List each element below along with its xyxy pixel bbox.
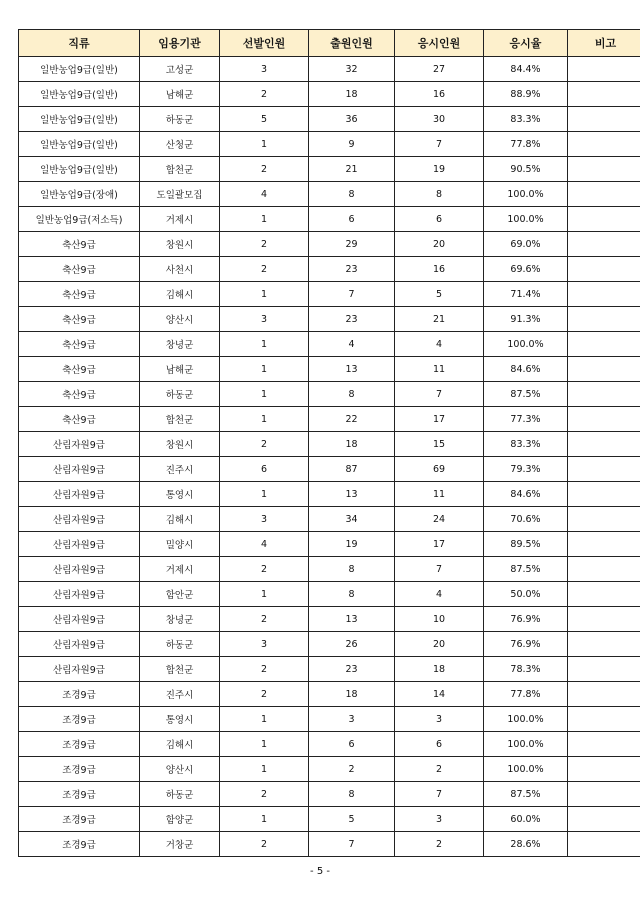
cell-remarks (568, 607, 640, 632)
cell-examined: 6 (395, 732, 484, 757)
cell-job-series: 축산9급 (19, 232, 140, 257)
cell-remarks (568, 207, 640, 232)
table-row (19, 132, 640, 157)
cell-remarks (568, 257, 640, 282)
cell-remarks (568, 707, 640, 732)
cell-applied: 8 (309, 557, 395, 582)
table-row (19, 757, 640, 782)
cell-remarks (568, 657, 640, 682)
cell-rate: 83.3% (484, 107, 568, 132)
column-header-applied: 출원인원 (309, 30, 395, 57)
cell-applied: 23 (309, 657, 395, 682)
table-row (19, 807, 640, 832)
cell-agency: 하동군 (140, 382, 220, 407)
cell-job-series: 축산9급 (19, 407, 140, 432)
cell-applied: 9 (309, 132, 395, 157)
cell-job-series: 산림자원9급 (19, 582, 140, 607)
cell-applied: 13 (309, 607, 395, 632)
cell-applied: 7 (309, 832, 395, 857)
cell-applied: 7 (309, 282, 395, 307)
cell-rate: 100.0% (484, 757, 568, 782)
table-body (19, 57, 640, 857)
cell-job-series: 산림자원9급 (19, 532, 140, 557)
cell-job-series: 산림자원9급 (19, 457, 140, 482)
cell-rate: 77.8% (484, 682, 568, 707)
cell-examined: 69 (395, 457, 484, 482)
table-row (19, 832, 640, 857)
cell-agency: 합천군 (140, 407, 220, 432)
cell-remarks (568, 332, 640, 357)
cell-rate: 76.9% (484, 607, 568, 632)
cell-examined: 8 (395, 182, 484, 207)
cell-agency: 통영시 (140, 707, 220, 732)
cell-applied: 29 (309, 232, 395, 257)
cell-job-series: 일반농업9급(일반) (19, 57, 140, 82)
cell-selected: 1 (220, 757, 309, 782)
cell-rate: 91.3% (484, 307, 568, 332)
table-row (19, 657, 640, 682)
table-row (19, 707, 640, 732)
cell-examined: 20 (395, 632, 484, 657)
table-row (19, 457, 640, 482)
cell-rate: 60.0% (484, 807, 568, 832)
recruitment-table (18, 29, 640, 857)
cell-examined: 2 (395, 832, 484, 857)
cell-applied: 19 (309, 532, 395, 557)
cell-applied: 22 (309, 407, 395, 432)
cell-job-series: 일반농업9급(일반) (19, 157, 140, 182)
table-row (19, 307, 640, 332)
cell-remarks (568, 457, 640, 482)
cell-examined: 11 (395, 357, 484, 382)
column-header-agency: 임용기관 (140, 30, 220, 57)
cell-job-series: 조경9급 (19, 757, 140, 782)
table-row (19, 82, 640, 107)
cell-agency: 함안군 (140, 582, 220, 607)
cell-applied: 8 (309, 382, 395, 407)
cell-applied: 26 (309, 632, 395, 657)
cell-job-series: 일반농업9급(일반) (19, 132, 140, 157)
cell-rate: 87.5% (484, 782, 568, 807)
cell-rate: 84.6% (484, 357, 568, 382)
cell-agency: 거제시 (140, 207, 220, 232)
cell-selected: 2 (220, 232, 309, 257)
cell-agency: 남해군 (140, 357, 220, 382)
cell-rate: 78.3% (484, 657, 568, 682)
cell-selected: 4 (220, 182, 309, 207)
cell-examined: 5 (395, 282, 484, 307)
cell-agency: 김해시 (140, 282, 220, 307)
cell-selected: 3 (220, 507, 309, 532)
cell-examined: 16 (395, 257, 484, 282)
cell-applied: 18 (309, 82, 395, 107)
cell-rate: 50.0% (484, 582, 568, 607)
cell-applied: 8 (309, 582, 395, 607)
cell-agency: 김해시 (140, 507, 220, 532)
table-header-row (19, 30, 640, 57)
cell-selected: 6 (220, 457, 309, 482)
cell-selected: 1 (220, 707, 309, 732)
cell-job-series: 조경9급 (19, 807, 140, 832)
cell-rate: 77.3% (484, 407, 568, 432)
table-row (19, 432, 640, 457)
cell-selected: 3 (220, 307, 309, 332)
cell-remarks (568, 432, 640, 457)
cell-selected: 1 (220, 357, 309, 382)
cell-selected: 2 (220, 557, 309, 582)
cell-agency: 밀양시 (140, 532, 220, 557)
cell-rate: 79.3% (484, 457, 568, 482)
table-row (19, 507, 640, 532)
cell-selected: 3 (220, 57, 309, 82)
cell-examined: 17 (395, 532, 484, 557)
cell-agency: 양산시 (140, 757, 220, 782)
cell-examined: 3 (395, 807, 484, 832)
cell-job-series: 축산9급 (19, 382, 140, 407)
table-row (19, 532, 640, 557)
cell-agency: 창녕군 (140, 332, 220, 357)
table-row (19, 332, 640, 357)
cell-rate: 100.0% (484, 732, 568, 757)
cell-selected: 1 (220, 807, 309, 832)
table-row (19, 207, 640, 232)
cell-agency: 합천군 (140, 657, 220, 682)
cell-examined: 7 (395, 132, 484, 157)
cell-remarks (568, 182, 640, 207)
cell-agency: 하동군 (140, 107, 220, 132)
cell-rate: 100.0% (484, 707, 568, 732)
cell-job-series: 축산9급 (19, 307, 140, 332)
cell-selected: 1 (220, 407, 309, 432)
cell-remarks (568, 232, 640, 257)
cell-applied: 6 (309, 732, 395, 757)
cell-remarks (568, 532, 640, 557)
cell-selected: 2 (220, 432, 309, 457)
cell-selected: 2 (220, 782, 309, 807)
cell-remarks (568, 557, 640, 582)
cell-rate: 100.0% (484, 182, 568, 207)
cell-job-series: 조경9급 (19, 782, 140, 807)
cell-rate: 70.6% (484, 507, 568, 532)
cell-agency: 하동군 (140, 632, 220, 657)
cell-applied: 34 (309, 507, 395, 532)
cell-examined: 24 (395, 507, 484, 532)
cell-examined: 4 (395, 582, 484, 607)
cell-selected: 2 (220, 257, 309, 282)
cell-remarks (568, 82, 640, 107)
cell-applied: 21 (309, 157, 395, 182)
cell-agency: 통영시 (140, 482, 220, 507)
cell-selected: 4 (220, 532, 309, 557)
cell-rate: 77.8% (484, 132, 568, 157)
cell-applied: 18 (309, 432, 395, 457)
cell-job-series: 일반농업9급(저소득) (19, 207, 140, 232)
cell-applied: 36 (309, 107, 395, 132)
cell-job-series: 일반농업9급(장애) (19, 182, 140, 207)
table-row (19, 407, 640, 432)
cell-remarks (568, 782, 640, 807)
cell-job-series: 산림자원9급 (19, 607, 140, 632)
cell-remarks (568, 407, 640, 432)
cell-job-series: 산림자원9급 (19, 482, 140, 507)
cell-rate: 84.6% (484, 482, 568, 507)
cell-selected: 1 (220, 132, 309, 157)
cell-selected: 2 (220, 682, 309, 707)
table-row (19, 182, 640, 207)
cell-remarks (568, 382, 640, 407)
cell-job-series: 축산9급 (19, 357, 140, 382)
cell-remarks (568, 832, 640, 857)
cell-examined: 20 (395, 232, 484, 257)
cell-examined: 6 (395, 207, 484, 232)
table-row (19, 357, 640, 382)
cell-selected: 1 (220, 482, 309, 507)
cell-examined: 14 (395, 682, 484, 707)
cell-agency: 도일괄모집 (140, 182, 220, 207)
cell-examined: 19 (395, 157, 484, 182)
cell-remarks (568, 632, 640, 657)
cell-rate: 28.6% (484, 832, 568, 857)
cell-applied: 4 (309, 332, 395, 357)
cell-examined: 4 (395, 332, 484, 357)
cell-selected: 1 (220, 332, 309, 357)
cell-rate: 76.9% (484, 632, 568, 657)
cell-agency: 창원시 (140, 432, 220, 457)
cell-agency: 고성군 (140, 57, 220, 82)
table-row (19, 482, 640, 507)
cell-rate: 87.5% (484, 382, 568, 407)
cell-rate: 87.5% (484, 557, 568, 582)
cell-examined: 16 (395, 82, 484, 107)
cell-remarks (568, 757, 640, 782)
cell-remarks (568, 57, 640, 82)
cell-applied: 8 (309, 182, 395, 207)
table-row (19, 157, 640, 182)
cell-job-series: 조경9급 (19, 707, 140, 732)
page-number: - 5 - (310, 866, 330, 877)
cell-remarks (568, 482, 640, 507)
cell-applied: 5 (309, 807, 395, 832)
cell-job-series: 산림자원9급 (19, 632, 140, 657)
cell-examined: 10 (395, 607, 484, 632)
cell-rate: 69.6% (484, 257, 568, 282)
cell-agency: 김해시 (140, 732, 220, 757)
cell-remarks (568, 307, 640, 332)
cell-applied: 23 (309, 257, 395, 282)
column-header-job-series: 직류 (19, 30, 140, 57)
cell-job-series: 축산9급 (19, 332, 140, 357)
cell-rate: 90.5% (484, 157, 568, 182)
cell-applied: 2 (309, 757, 395, 782)
cell-selected: 3 (220, 632, 309, 657)
cell-agency: 사천시 (140, 257, 220, 282)
cell-remarks (568, 732, 640, 757)
cell-job-series: 축산9급 (19, 282, 140, 307)
cell-rate: 69.0% (484, 232, 568, 257)
cell-remarks (568, 357, 640, 382)
cell-selected: 1 (220, 207, 309, 232)
cell-selected: 1 (220, 382, 309, 407)
cell-rate: 84.4% (484, 57, 568, 82)
cell-rate: 89.5% (484, 532, 568, 557)
cell-agency: 함양군 (140, 807, 220, 832)
table-row (19, 582, 640, 607)
cell-agency: 하동군 (140, 782, 220, 807)
cell-agency: 산청군 (140, 132, 220, 157)
cell-selected: 2 (220, 607, 309, 632)
cell-agency: 창원시 (140, 232, 220, 257)
cell-examined: 3 (395, 707, 484, 732)
table-row (19, 232, 640, 257)
cell-applied: 32 (309, 57, 395, 82)
cell-agency: 양산시 (140, 307, 220, 332)
cell-remarks (568, 507, 640, 532)
cell-job-series: 산림자원9급 (19, 507, 140, 532)
cell-remarks (568, 157, 640, 182)
cell-applied: 3 (309, 707, 395, 732)
cell-job-series: 일반농업9급(일반) (19, 82, 140, 107)
column-header-remarks: 비고 (568, 30, 640, 57)
cell-job-series: 축산9급 (19, 257, 140, 282)
cell-examined: 27 (395, 57, 484, 82)
cell-examined: 7 (395, 782, 484, 807)
table-row (19, 257, 640, 282)
cell-job-series: 일반농업9급(일반) (19, 107, 140, 132)
cell-agency: 진주시 (140, 682, 220, 707)
cell-agency: 남해군 (140, 82, 220, 107)
table-row (19, 732, 640, 757)
cell-agency: 거창군 (140, 832, 220, 857)
cell-applied: 6 (309, 207, 395, 232)
cell-selected: 1 (220, 582, 309, 607)
cell-rate: 71.4% (484, 282, 568, 307)
column-header-selected: 선발인원 (220, 30, 309, 57)
cell-applied: 8 (309, 782, 395, 807)
cell-selected: 2 (220, 157, 309, 182)
table-row (19, 107, 640, 132)
cell-examined: 7 (395, 382, 484, 407)
cell-job-series: 산림자원9급 (19, 432, 140, 457)
cell-applied: 13 (309, 482, 395, 507)
cell-selected: 5 (220, 107, 309, 132)
cell-job-series: 산림자원9급 (19, 557, 140, 582)
table-row (19, 57, 640, 82)
cell-remarks (568, 107, 640, 132)
cell-remarks (568, 807, 640, 832)
cell-examined: 15 (395, 432, 484, 457)
table-row (19, 632, 640, 657)
cell-examined: 7 (395, 557, 484, 582)
cell-examined: 2 (395, 757, 484, 782)
cell-agency: 거제시 (140, 557, 220, 582)
cell-selected: 1 (220, 732, 309, 757)
cell-remarks (568, 132, 640, 157)
cell-agency: 합천군 (140, 157, 220, 182)
cell-rate: 100.0% (484, 332, 568, 357)
column-header-rate: 응시율 (484, 30, 568, 57)
cell-examined: 21 (395, 307, 484, 332)
cell-job-series: 산림자원9급 (19, 657, 140, 682)
cell-selected: 2 (220, 82, 309, 107)
cell-agency: 진주시 (140, 457, 220, 482)
cell-selected: 2 (220, 832, 309, 857)
table-row (19, 382, 640, 407)
cell-agency: 창녕군 (140, 607, 220, 632)
cell-applied: 87 (309, 457, 395, 482)
cell-job-series: 조경9급 (19, 832, 140, 857)
cell-remarks (568, 282, 640, 307)
table-row (19, 607, 640, 632)
table-row (19, 282, 640, 307)
cell-applied: 13 (309, 357, 395, 382)
column-header-examined: 응시인원 (395, 30, 484, 57)
cell-applied: 23 (309, 307, 395, 332)
cell-examined: 17 (395, 407, 484, 432)
cell-remarks (568, 682, 640, 707)
cell-examined: 11 (395, 482, 484, 507)
cell-rate: 88.9% (484, 82, 568, 107)
cell-examined: 18 (395, 657, 484, 682)
cell-selected: 2 (220, 657, 309, 682)
cell-applied: 18 (309, 682, 395, 707)
table-row (19, 782, 640, 807)
cell-rate: 100.0% (484, 207, 568, 232)
cell-rate: 83.3% (484, 432, 568, 457)
cell-job-series: 조경9급 (19, 682, 140, 707)
table-row (19, 557, 640, 582)
cell-examined: 30 (395, 107, 484, 132)
cell-job-series: 조경9급 (19, 732, 140, 757)
table-row (19, 682, 640, 707)
cell-remarks (568, 582, 640, 607)
cell-selected: 1 (220, 282, 309, 307)
